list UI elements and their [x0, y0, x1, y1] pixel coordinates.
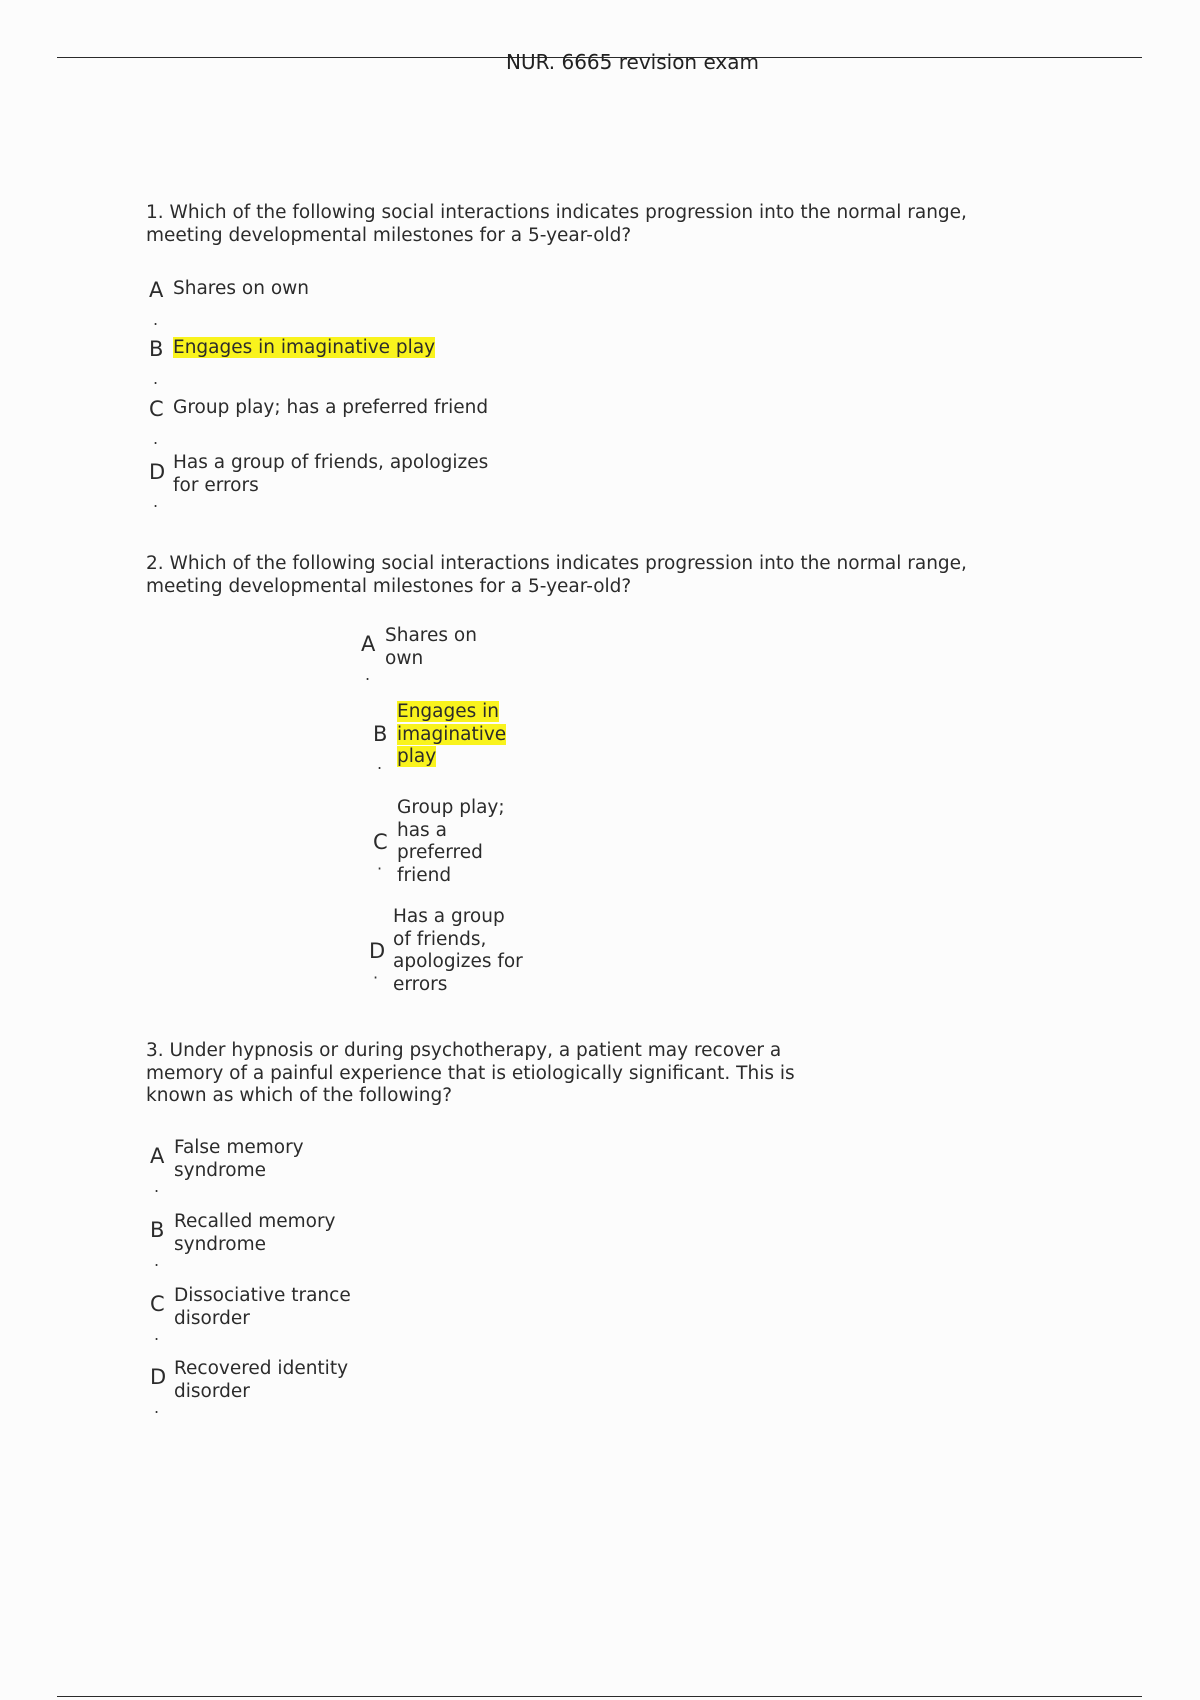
option-dot: . [154, 1251, 160, 1270]
option-text-line: Recovered identity [174, 1358, 349, 1379]
option-dot: . [154, 1325, 160, 1344]
option-text-line: Has a group of friends, apologizes [173, 452, 489, 473]
option-text-line: Shares on [385, 625, 477, 646]
question-text-line: known as which of the following? [146, 1085, 453, 1106]
option-text-line: Group play; [397, 797, 505, 818]
question-text-line: 2. Which of the following social interactions indicates progression into the normal range, [146, 553, 967, 574]
option-text [385, 625, 477, 670]
option-text-line: Recalled memory [174, 1211, 336, 1232]
option-dot: . [153, 310, 159, 329]
question-text-line: 3. Under hypnosis or during psychotherapy, a patient may recover a [146, 1040, 782, 1061]
option-text-line: friend [397, 864, 452, 886]
option-text [173, 452, 488, 497]
option-text-line: of friends, [393, 928, 487, 950]
option-text-line: disorder [174, 1380, 250, 1402]
option-text [397, 797, 505, 887]
question-text-line: meeting developmental milestones for a 5-year-old? [146, 575, 632, 597]
option-dot: . [154, 1398, 160, 1417]
option-text-line: syndrome [174, 1233, 266, 1255]
option-text [174, 1285, 351, 1330]
question-3 [146, 1040, 1046, 1108]
option-letter: B [373, 722, 388, 746]
option-text-line: for errors [173, 474, 259, 496]
footer-rule [57, 1696, 1142, 1697]
option-text-line: has a [397, 819, 447, 841]
option-text-line: syndrome [174, 1159, 266, 1181]
option-letter: B [150, 1218, 165, 1242]
option-dot: . [153, 492, 159, 511]
question-text-line: memory of a painful experience that is etiologically significant. This is [146, 1062, 795, 1084]
option-dot: . [154, 1177, 160, 1196]
document-title: NUR. 6665 revision exam [505, 50, 759, 74]
option-text-line: Engages in [397, 701, 500, 722]
option-text-line: play [397, 746, 437, 767]
option-letter: A [150, 1144, 165, 1168]
option-text [174, 1211, 336, 1256]
option-letter: D [369, 939, 386, 963]
option-text [173, 278, 309, 301]
option-text-line: Group play; has a preferred friend [173, 397, 489, 418]
option-text-line: errors [393, 973, 448, 995]
option-dot: . [153, 429, 159, 448]
option-text-line: preferred [397, 842, 483, 863]
option-letter: C [373, 830, 388, 854]
option-text-line: apologizes for [393, 951, 523, 972]
option-text [173, 337, 435, 360]
option-text [393, 906, 523, 996]
option-letter: A [361, 632, 376, 656]
option-letter: A [149, 278, 164, 302]
option-letter: C [150, 1292, 165, 1316]
option-text-line: False memory [174, 1137, 304, 1158]
option-dot: · [377, 859, 383, 878]
option-text-line: Dissociative trance [174, 1285, 351, 1306]
option-letter: D [150, 1365, 167, 1389]
option-text [173, 397, 488, 420]
option-text-line: Engages in imaginative play [173, 337, 436, 358]
question-2 [146, 553, 1046, 598]
option-text-line: imaginative [397, 723, 507, 745]
option-text-line: Has a group [393, 906, 505, 927]
question-text-line: meeting developmental milestones for a 5-year-old? [146, 224, 632, 246]
option-text [397, 701, 506, 769]
option-letter: B [149, 337, 164, 361]
question-1 [146, 202, 1046, 247]
option-dot: . [365, 665, 371, 684]
option-text-line: disorder [174, 1307, 250, 1329]
question-text-line: 1. Which of the following social interactions indicates progression into the normal range, [146, 202, 967, 223]
option-letter: D [149, 460, 166, 484]
option-text [174, 1137, 304, 1182]
option-text [174, 1358, 348, 1403]
option-text-line: Shares on own [173, 278, 310, 299]
option-dot: . [377, 754, 383, 773]
option-letter: C [149, 397, 164, 421]
option-text-line: own [385, 647, 424, 669]
option-dot: . [153, 369, 159, 388]
option-dot: · [373, 968, 379, 987]
